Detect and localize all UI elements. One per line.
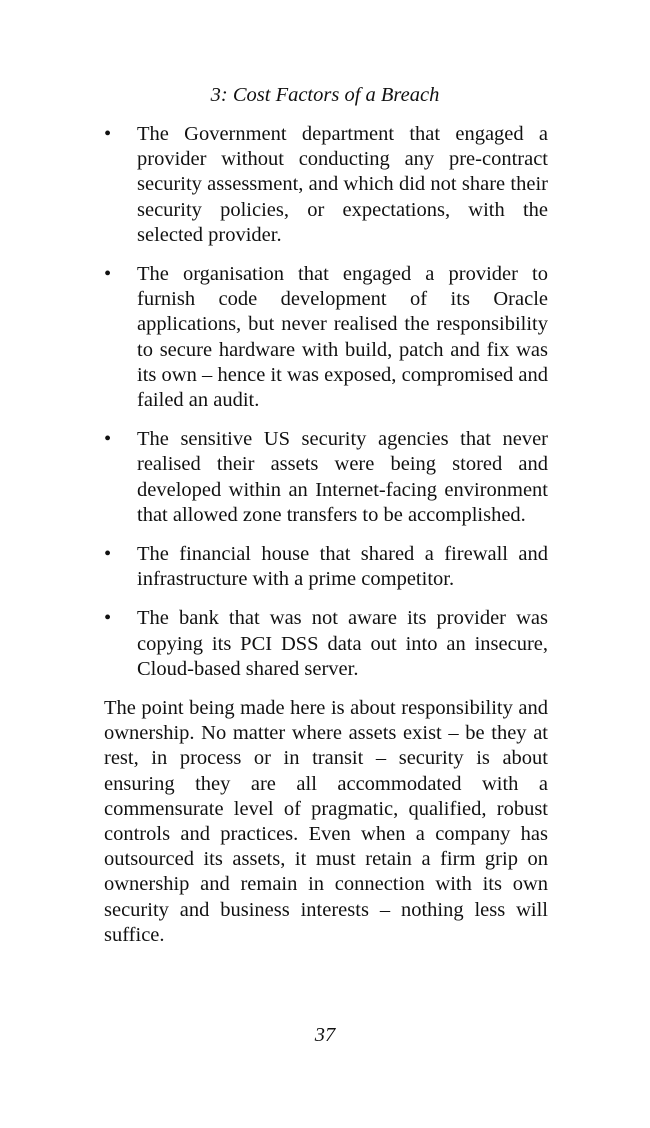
bullet-list — [104, 122, 548, 682]
bullet-item — [104, 427, 548, 528]
bullet-icon: • — [104, 263, 112, 286]
bullet-text: The bank that was not aware its provider was copying its PCI DSS data out into an insecure, Cloud-based shared server. — [137, 607, 548, 680]
bullet-icon: • — [104, 543, 112, 566]
bullet-text: The Government department that engaged a provider without conducting any pre-contract security assessment, and which did not share their security policies, or expectations, with the selected provider. — [137, 123, 548, 246]
bullet-text: The sensitive US security agencies that never realised their assets were being stored and developed within an Internet-facing environment that allowed zone transfers to be accomplished. — [137, 428, 548, 526]
bullet-icon: • — [104, 428, 112, 451]
bullet-item — [104, 122, 548, 248]
bullet-icon: • — [104, 123, 112, 145]
bullet-item — [104, 606, 548, 682]
running-head: 3: Cost Factors of a Breach — [210, 84, 440, 106]
bullet-item — [104, 262, 548, 413]
page-number: 37 — [314, 1024, 336, 1046]
body-paragraph: The point being made here is about responsibility and ownership. No matter where assets exist – be they at rest, in process or in transit – security is about ensuring they are all accommodated with a commensurate level of pragmatic, qualified, robust controls and practices. Even when a company has outsourced its assets, it must retain a firm grip on ownership and remain in connection with its own security and business interests – nothing less will suffice. — [104, 697, 548, 946]
bullet-text: The organisation that engaged a provider to furnish code development of its Oracle applications, but never realised the responsibility to secure hardware with build, patch and fix was its own – hence it was exposed, compromised and failed an audit. — [137, 263, 548, 412]
page-body — [104, 122, 548, 948]
bullet-icon: • — [104, 607, 112, 630]
bullet-text: The financial house that shared a firewall and infrastructure with a prime competitor. — [137, 543, 548, 591]
bullet-item — [104, 542, 548, 592]
